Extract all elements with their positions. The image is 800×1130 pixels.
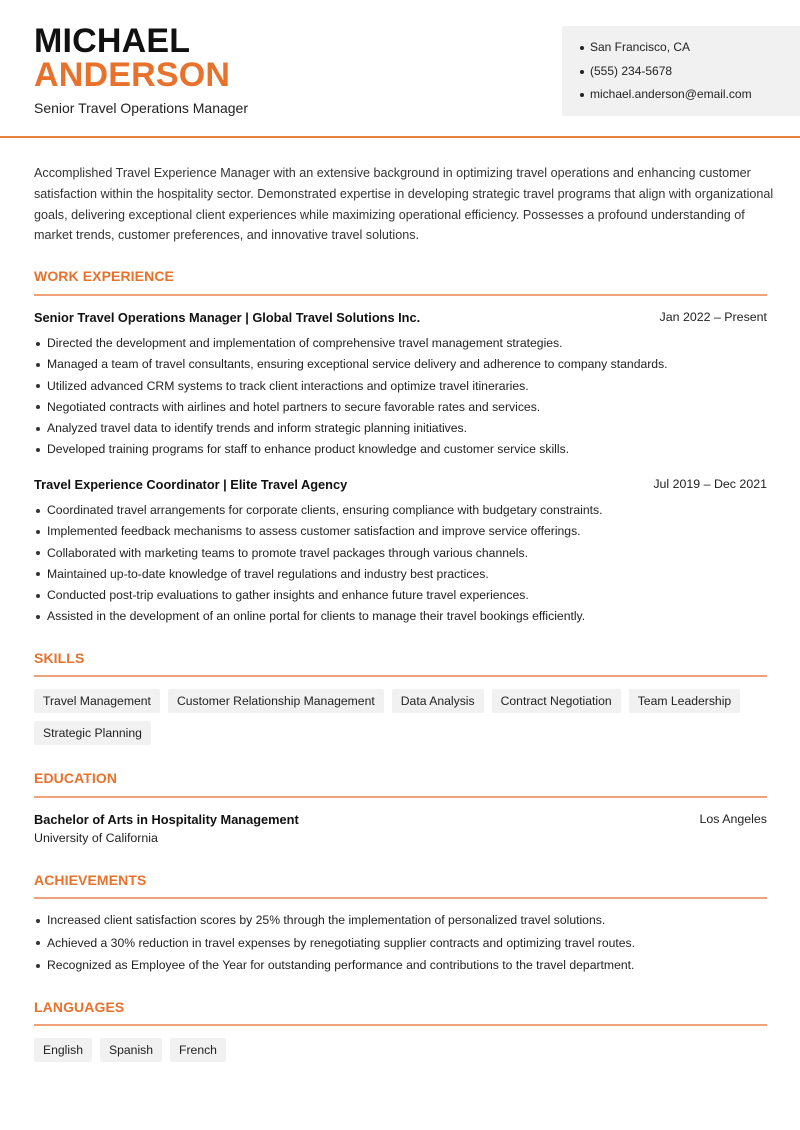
education-heading: EDUCATION	[34, 770, 118, 786]
list-item: Conducted post-trip evaluations to gather insights and enhance future travel experiences.	[34, 586, 774, 607]
section-divider	[34, 1024, 767, 1026]
list-item: Analyzed travel data to identify trends and inform strategic planning initiatives.	[34, 419, 774, 440]
first-name: MICHAEL	[34, 22, 191, 60]
list-item: Recognized as Employee of the Year for outstanding performance and contributions to the travel department.	[34, 956, 774, 979]
education-location: Los Angeles	[699, 812, 767, 826]
list-item: Assisted in the development of an online portal for clients to manage their travel bookings efficiently.	[34, 607, 774, 628]
list-item: Collaborated with marketing teams to promote travel packages through various channels.	[34, 544, 774, 565]
section-divider	[34, 796, 767, 798]
skills-heading: SKILLS	[34, 650, 85, 666]
list-item: Implemented feedback mechanisms to assess customer satisfaction and improve service offerings.	[34, 522, 774, 543]
languages-list	[34, 1038, 774, 1062]
list-item: Directed the development and implementation of comprehensive travel management strategies.	[34, 334, 774, 355]
skill-chip: Data Analysis	[392, 689, 484, 713]
skill-chip: Team Leadership	[629, 689, 741, 713]
job-bullets-1	[34, 334, 774, 462]
summary-paragraph: Accomplished Travel Experience Manager with an extensive background in optimizing travel operations and enhancing customer satisfaction within the hospitality sector. Demonstrated expertise in developing strategic travel programs that align with organizational goals, delivering exceptional client experiences while maximizing operational efficiency. Possesses a profound understanding of market trends, customer preferences, and innovative travel solutions.	[34, 166, 774, 243]
languages-heading: LANGUAGES	[34, 999, 125, 1015]
contact-location: San Francisco, CA	[580, 38, 752, 62]
last-name: ANDERSON	[34, 56, 231, 94]
section-divider	[34, 675, 767, 677]
school: University of California	[34, 831, 158, 845]
skill-chip: Travel Management	[34, 689, 160, 713]
list-item: Coordinated travel arrangements for corporate clients, ensuring compliance with budgetary constraints.	[34, 501, 774, 522]
skills-list	[34, 689, 774, 745]
language-chip: English	[34, 1038, 92, 1062]
section-divider	[34, 294, 767, 296]
list-item: Maintained up-to-date knowledge of travel regulations and industry best practices.	[34, 565, 774, 586]
job-title-1: Senior Travel Operations Manager | Global Travel Solutions Inc.	[34, 310, 421, 325]
achievements-heading: ACHIEVEMENTS	[34, 872, 147, 888]
contact-list	[580, 38, 752, 109]
skill-chip: Contract Negotiation	[492, 689, 621, 713]
list-item: Developed training programs for staff to enhance product knowledge and customer service skills.	[34, 440, 774, 461]
job-dates-2: Jul 2019 – Dec 2021	[653, 477, 767, 491]
list-item: Increased client satisfaction scores by 25% through the implementation of personalized travel solutions.	[34, 911, 774, 934]
contact-box	[562, 26, 800, 116]
section-divider	[34, 897, 767, 899]
job-dates-1: Jan 2022 – Present	[659, 310, 767, 324]
contact-phone: (555) 234-5678	[580, 62, 752, 86]
list-item: Achieved a 30% reduction in travel expenses by renegotiating supplier contracts and optimizing travel routes.	[34, 934, 774, 957]
work-experience-heading: WORK EXPERIENCE	[34, 268, 174, 284]
list-item: Utilized advanced CRM systems to track client interactions and optimize travel itineraries.	[34, 377, 774, 398]
list-item: Negotiated contracts with airlines and hotel partners to secure favorable rates and services.	[34, 398, 774, 419]
language-chip: Spanish	[100, 1038, 162, 1062]
list-item: Managed a team of travel consultants, ensuring exceptional service delivery and adherence to company standards.	[34, 355, 774, 376]
job-title-2: Travel Experience Coordinator | Elite Travel Agency	[34, 477, 348, 492]
resume-header	[0, 0, 800, 138]
language-chip: French	[170, 1038, 226, 1062]
skill-chip: Customer Relationship Management	[168, 689, 384, 713]
degree: Bachelor of Arts in Hospitality Management	[34, 812, 299, 827]
achievements-list	[34, 911, 774, 979]
job-title: Senior Travel Operations Manager	[34, 100, 248, 116]
contact-email: michael.anderson@email.com	[580, 85, 752, 109]
job-bullets-2	[34, 501, 774, 629]
skill-chip: Strategic Planning	[34, 721, 151, 745]
